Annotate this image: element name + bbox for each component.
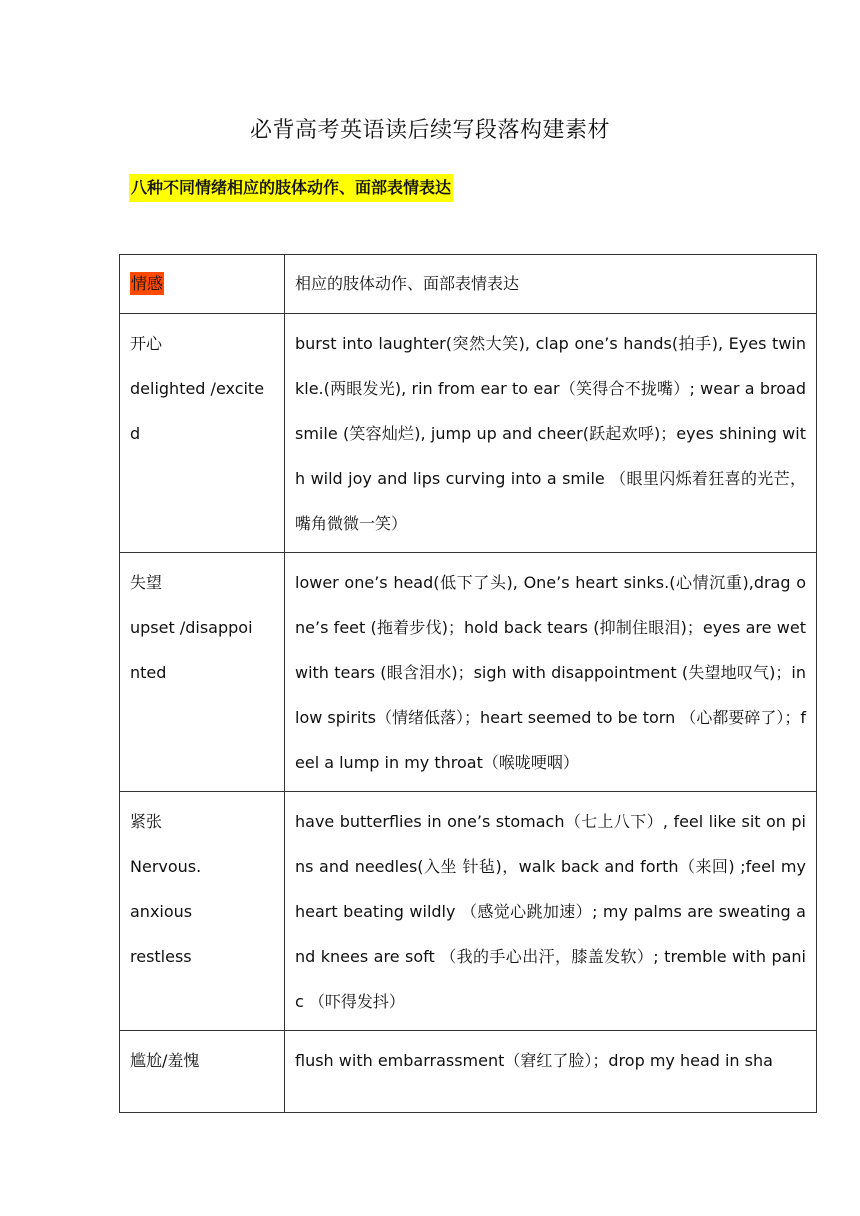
emotion-label: 开心 [130,334,163,353]
emotion-label: nted [130,663,167,682]
emotion-label: 尴尬/羞愧 [130,1051,200,1070]
emotion-label: 失望 [130,573,163,592]
table-row [120,1031,817,1113]
emotion-cell [120,314,285,553]
header-cell-expression: 相应的肢体动作、面部表情表达 [285,255,817,314]
expression-cell: have butterflies in one’s stomach（七上八下）, feel like sit on pins and needles(入坐 针毡)，walk back and forth（来回) ;feel my heart beating wildly （感觉心跳加速）; my palms are sweating and knees are soft （我的手心出汗，膝盖发软）; tremble with panic （吓得发抖） [285,792,817,1031]
table-row [120,314,817,553]
header-emotion-label: 情感 [131,274,164,293]
table-row [120,792,817,1031]
emotion-label: Nervous. [130,857,202,876]
section-subtitle: 八种不同情绪相应的肢体动作、面部表情表达 [129,174,453,202]
emotion-label: restless [130,947,192,966]
expression-cell: burst into laughter(突然大笑), clap one’s hands(拍手), Eyes twinkle.(两眼发光), rin from ear to ear（笑得合不拢嘴）; wear a broad smile (笑容灿烂), jump up and cheer(跃起欢呼)；eyes shining with wild joy and lips curving into a smile （眼里闪烁着狂喜的光芒，嘴角微微一笑） [285,314,817,553]
emotion-label: upset /disappoi [130,618,253,637]
emotion-cell [120,792,285,1031]
table-row [120,553,817,792]
header-cell-emotion [120,255,285,314]
emotion-label: delighted /excite [130,379,265,398]
document-title: 必背高考英语读后续写段落构建素材 [249,118,610,143]
emotion-cell [120,1031,285,1113]
emotion-table [119,254,817,1113]
emotion-cell [120,553,285,792]
table-header-row [120,255,817,314]
emotion-label: anxious [130,902,193,921]
expression-cell: lower one’s head(低下了头), One’s heart sinks.(心情沉重),drag one’s feet (拖着步伐)；hold back tears (抑制住眼泪)；eyes are wet with tears (眼含泪水)；sigh with disappointment (失望地叹气)；in low spirits（情绪低落）；heart seemed to be torn （心都要碎了）；feel a lump in my throat（喉咙哽咽） [285,553,817,792]
emotion-label: d [130,424,141,443]
emotion-label: 紧张 [130,812,163,831]
expression-cell: flush with embarrassment（窘红了脸）；drop my head in sha [285,1031,817,1113]
